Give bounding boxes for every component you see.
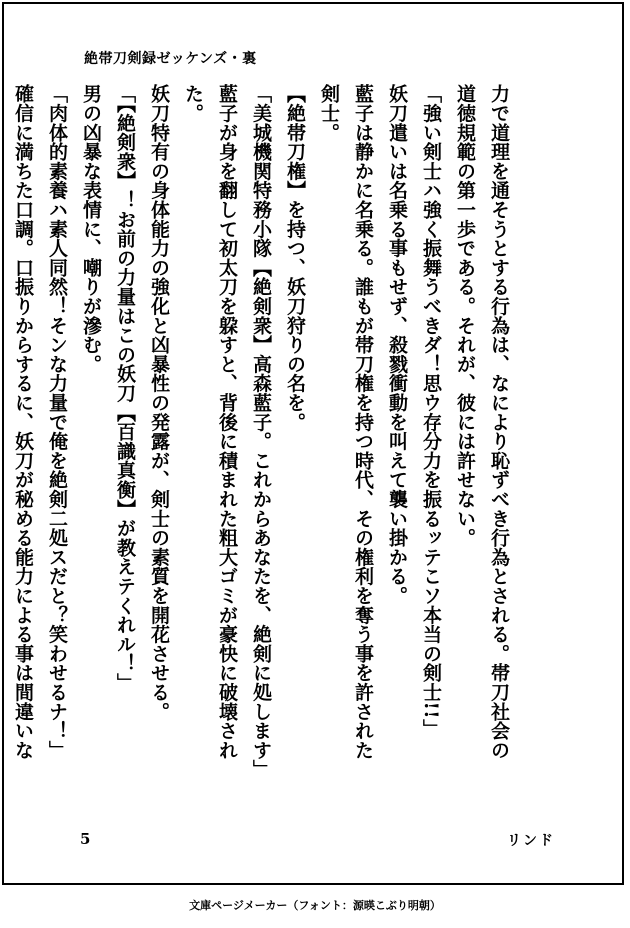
author-name: リンド: [507, 833, 555, 849]
body-line: 道徳規範の第一歩である。それが、彼には許せない。: [454, 84, 476, 548]
page-frame: [2, 2, 624, 885]
body-line: 藍子が身を翻して初太刀を躱すと、背後に積まれた粗大ゴミが豪快に破壊され: [216, 84, 238, 760]
body-line: 「強い剣士ハ強く振舞うべきダ！思ウ存分力を振るッテこソ本当の剣士!!」: [420, 84, 442, 739]
body-line: 【絶帯刀権】を持つ、妖刀狩りの名を。: [284, 84, 306, 432]
body-line: 力で道理を通そうとする行為は、なにより恥ずべき行為とされる。帯刀社会の: [488, 84, 510, 760]
body-line: 男の凶暴な表情に、嘲りが滲む。: [80, 84, 102, 374]
body-line: 妖刀特有の身体能力の強化と凶暴性の発露が、剣士の素質を開花させる。: [148, 84, 170, 721]
body-line: 剣士。: [318, 84, 340, 142]
body-line: 確信に満ちた口調。口振りからするに、妖刀が秘める能力による事は間違いな: [12, 84, 34, 760]
body-line: た。: [182, 84, 204, 123]
body-line: 「【絶剣衆】！お前の力量はこの妖刀【百識真衡】が教えテくれル！」: [114, 84, 136, 693]
body-line: 「肉体的素養ハ素人同然！そンな力量で俺を絶剣二処スだと？笑わせるナ！」: [46, 84, 68, 760]
body-text: [12, 84, 516, 844]
running-header-title: 絶帯刀剣録ゼッケンズ・裏: [84, 51, 257, 67]
body-line: 妖刀遣いは名乗る事もせず、殺戮衝動を叫えて襲い掛かる。: [386, 84, 408, 606]
footer-credit: 文庫ページメーカー（フォント：源暎こぶり明朝）: [189, 899, 441, 912]
body-line: 藍子は静かに名乗る。誰もが帯刀権を持つ時代、その権利を奪う事を許された: [352, 84, 374, 760]
body-line: 「美城機関特務小隊【絶剣衆】高森藍子。これからあなたを、絶剣に処します」: [250, 84, 272, 779]
page-number: 5: [80, 830, 91, 848]
